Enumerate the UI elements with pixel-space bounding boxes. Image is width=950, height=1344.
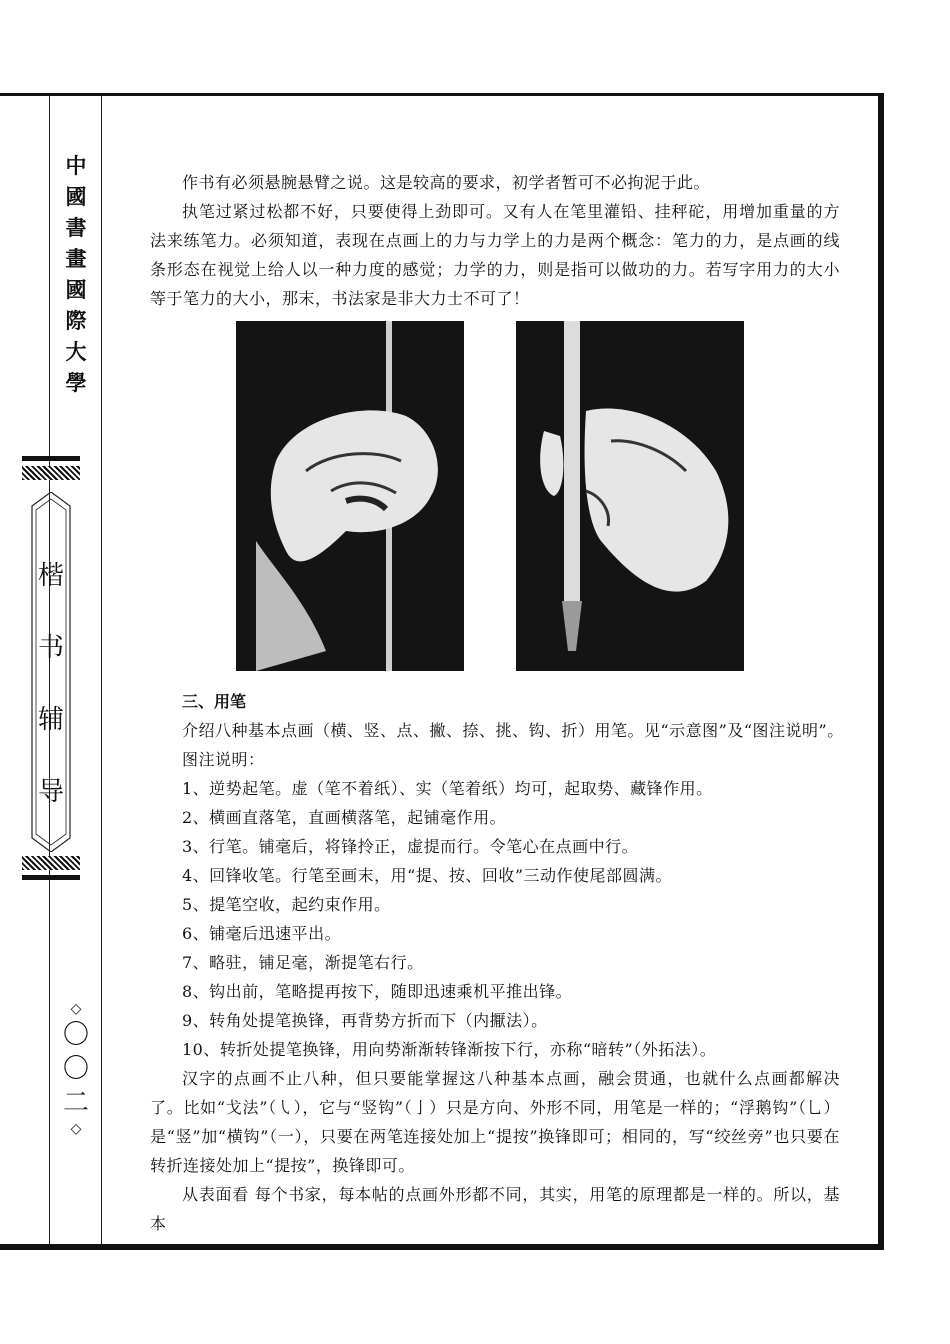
book-title xyxy=(22,540,80,828)
diamond-icon: ◇ xyxy=(70,1001,82,1017)
note-item: 1、逆势起笔。虚（笔不着纸）、实（笔着纸）均可，起取势、藏锋作用。 xyxy=(182,779,713,798)
page-frame-right xyxy=(878,93,884,1250)
school-name-char: 書 xyxy=(65,215,87,240)
school-name-char: 國 xyxy=(65,277,87,302)
page-frame-bottom xyxy=(0,1244,884,1250)
main-content xyxy=(150,168,844,1238)
school-name xyxy=(62,150,90,398)
page-number xyxy=(62,1000,90,1138)
note-item: 5、提笔空收，起约束作用。 xyxy=(182,895,391,914)
note-item: 4、回锋收笔。行笔至画末，用“提、按、回收”三动作使尾部圆满。 xyxy=(182,866,673,885)
intro-line: 介绍八种基本点画（横、竖、点、撇、捺、挑、钩、折）用笔。见“示意图”及“图注说明”。 xyxy=(182,721,844,740)
hand-with-brush-side-image xyxy=(516,321,744,671)
brush-grip-photo-front xyxy=(236,321,464,671)
deco-pattern-bottom xyxy=(22,856,80,870)
note-item: 9、转角处提笔换锋，再背势方折而下（内擫法）。 xyxy=(182,1011,548,1030)
book-title-char: 辅 xyxy=(37,705,64,735)
school-name-char: 國 xyxy=(65,184,87,209)
sidebar-border-right xyxy=(101,96,102,1246)
book-title-char: 导 xyxy=(37,777,64,807)
note-item: 2、横画直落笔，直画横落笔，起铺毫作用。 xyxy=(182,808,507,827)
paragraph: 作书有必须悬腕悬臂之说。这是较高的要求，初学者暂可不必拘泥于此。 xyxy=(182,173,711,192)
note-item: 3、行笔。铺毫后，将锋拎正，虚提而行。令笔心在点画中行。 xyxy=(182,837,639,856)
page-number-digit: 〇 xyxy=(62,1054,89,1084)
page-frame-top xyxy=(0,93,884,96)
book-title-char: 楷 xyxy=(37,561,64,591)
note-item: 10、转折处提笔换锋，用向势渐渐转锋渐按下行，亦称“暗转”（外拓法）。 xyxy=(182,1040,717,1059)
section-heading: 三、用笔 xyxy=(182,692,247,711)
deco-bar-top xyxy=(22,456,80,461)
diamond-icon: ◇ xyxy=(70,1121,82,1137)
school-name-char: 大 xyxy=(65,339,87,364)
paragraph: 汉字的点画不止八种，但只要能掌握这八种基本点画，融会贯通，也就什么点画都解决了。比如“戈法”（㇂），它与“竖钩”（亅）只是方向、外形不同，用笔是一样的；“浮鹅钩”（乚）是“竖”加“横钩”（一），只要在两笔连接处加上“提按”换锋即可；相同的，写“绞丝旁”也只要在转折连接处加上“提按”，换锋即可。 xyxy=(150,1069,840,1175)
deco-bar-bottom xyxy=(22,875,80,880)
paragraph: 从表面看 每个书家，每本帖的点画外形都不同，其实，用笔的原理都是一样的。所以，基本 xyxy=(150,1185,840,1233)
hand-with-brush-image xyxy=(236,321,464,671)
school-name-char: 畫 xyxy=(65,246,87,271)
book-title-char: 书 xyxy=(37,633,64,663)
school-name-char: 中 xyxy=(65,153,87,178)
page-number-digit: 〇 xyxy=(62,1020,89,1050)
school-name-char: 學 xyxy=(65,370,87,395)
brush-grip-photo-side xyxy=(516,321,744,671)
note-item: 8、钩出前，笔略提再按下，随即迅速乘机平推出锋。 xyxy=(182,982,573,1001)
note-item: 6、铺毫后迅速平出。 xyxy=(182,924,342,943)
paragraph: 执笔过紧过松都不好，只要使得上劲即可。又有人在笔里灌铅、挂秤砣，用增加重量的方法来练笔力。必须知道，表现在点画上的力与力学上的力是两个概念：笔力的力，是点画的线条形态在视觉上给人以一种力度的感觉；力学的力，则是指可以做功的力。若写字用力的大小等于笔力的大小，那末，书法家是非大力士不可了！ xyxy=(150,202,840,308)
deco-pattern-top xyxy=(22,466,80,480)
note-item: 7、略驻，铺足毫，渐提笔右行。 xyxy=(182,953,424,972)
photo-row xyxy=(150,321,840,685)
school-name-char: 際 xyxy=(65,308,87,333)
page-number-digit: 二 xyxy=(62,1088,89,1118)
notes-title: 图注说明： xyxy=(182,750,265,769)
